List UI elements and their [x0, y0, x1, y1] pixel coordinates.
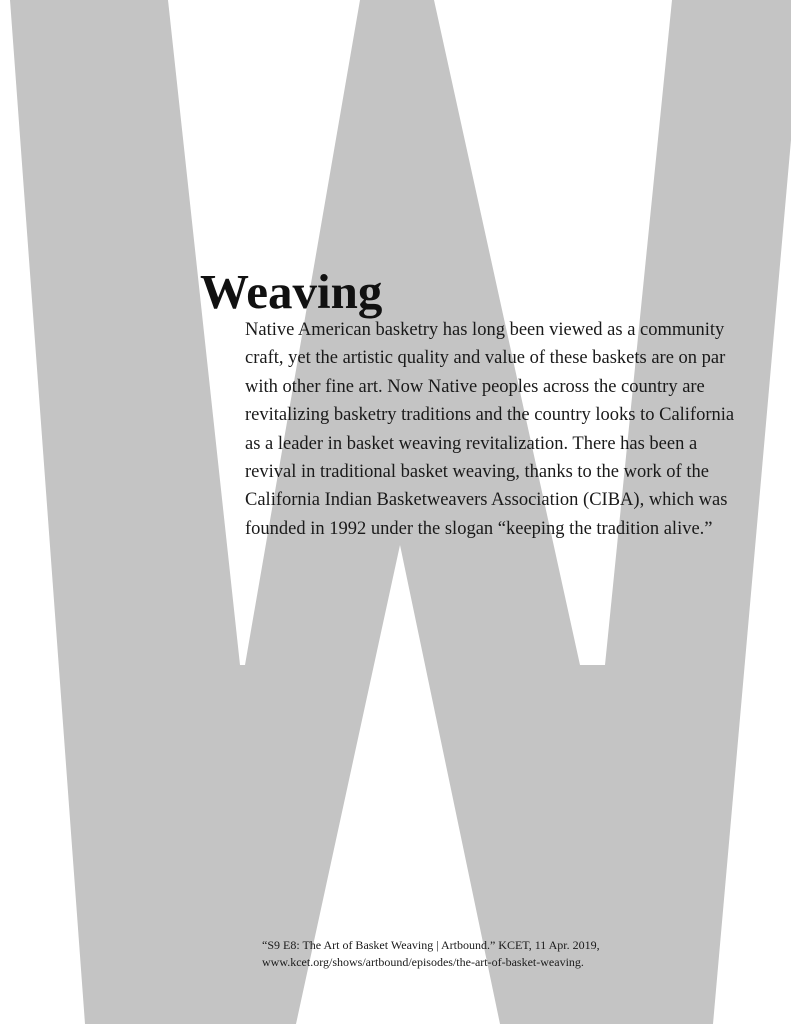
paragraph-line: craft, yet the artistic quality and value of these baskets are on par — [245, 348, 726, 369]
paragraph-line: revival in traditional basket weaving, thanks to the work of the — [245, 462, 709, 483]
paragraph-line: with other fine art. Now Native peoples across the country are — [245, 376, 705, 397]
paragraph-line: Native American basketry has long been viewed as a community — [245, 320, 725, 340]
page-title: Weaving — [200, 264, 383, 319]
body-paragraph — [245, 316, 765, 543]
citation-url: www.kcet.org/shows/artbound/episodes/the-art-of-basket-weaving. — [262, 955, 584, 969]
paragraph-line: founded in 1992 under the slogan “keeping the tradition alive.” — [245, 518, 713, 539]
citation-line: “S9 E8: The Art of Basket Weaving | Artbound.” KCET, 11 Apr. 2019, — [262, 938, 600, 952]
paragraph-line: revitalizing basketry traditions and the country looks to California — [245, 405, 735, 426]
citation-footnote — [262, 937, 600, 971]
paragraph-line: as a leader in basket weaving revitalization. There has been a — [245, 433, 698, 454]
paragraph-line: California Indian Basketweavers Association (CIBA), which was — [245, 490, 728, 511]
